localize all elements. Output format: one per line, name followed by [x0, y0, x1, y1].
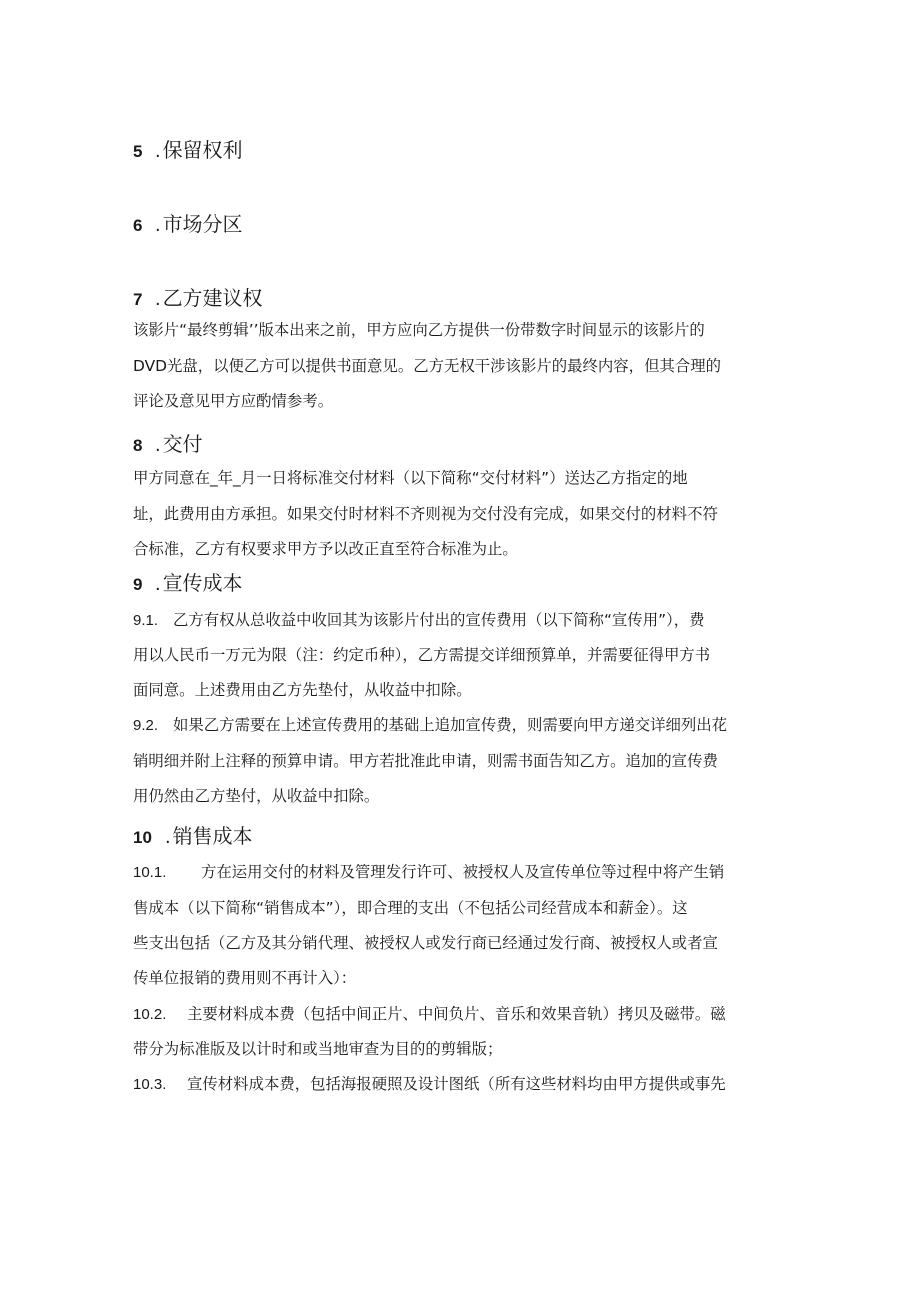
clause-label: 10.1.	[133, 864, 167, 881]
section-title: 乙方建议权	[162, 286, 263, 310]
section-number: 5	[133, 142, 143, 161]
section-number: 8	[133, 436, 143, 455]
section-title: 保留权利	[162, 138, 243, 162]
clause-10-3: 10.3. 宣传材料成本费，包括海报硬照及设计图纸（所有这些材料均由甲方提供或事先	[133, 1075, 726, 1093]
section-10-heading: 10 . 销售成本	[133, 823, 253, 851]
section-title: 交付	[162, 432, 203, 456]
clause-label: 9.2.	[133, 717, 159, 734]
paragraph-line: 址，此费用由方承担。如果交付时材料不齐则视为交付没有完成，如果交付的材料不符	[133, 505, 718, 523]
section-7-heading: 7 . 乙方建议权	[133, 285, 263, 313]
paragraph-line: 带分为标准版及以计时和或当地审查为目的的剪辑版；	[133, 1040, 503, 1058]
paragraph-line: 些支出包括（乙方及其分销代理、被授权人或发行商已经通过发行商、被授权人或者宣	[133, 934, 718, 952]
section-title: 宣传成本	[162, 571, 243, 595]
paragraph-line: 评论及意见甲方应酌情参考。	[133, 392, 334, 410]
paragraph-line: 用仍然由乙方垫付，从收益中扣除。	[133, 787, 380, 805]
paragraph-line: 售成本（以下简称“销售成本”），即合理的支出（不包括公司经营成本和薪金）。这	[133, 899, 688, 917]
section-number: 9	[133, 575, 143, 594]
section-number: 7	[133, 290, 143, 309]
paragraph-line: 面同意。上述费用由乙方先垫付，从收益中扣除。	[133, 681, 472, 699]
paragraph-line: 甲方同意在_年_月一日将标准交付材料（以下简称“交付材料”）送达乙方指定的地	[133, 469, 688, 487]
clause-10-2: 10.2. 主要材料成本费（包括中间正片、中间负片、音乐和效果音轨）拷贝及磁带。磁	[133, 1005, 726, 1023]
clause-label: 9.1.	[133, 612, 159, 629]
section-9-heading: 9 . 宣传成本	[133, 570, 243, 598]
paragraph-line: 该影片“最终剪辑’’版本出来之前，甲方应向乙方提供一份带数字时间显示的该影片的	[133, 321, 705, 339]
section-8-heading: 8 . 交付	[133, 431, 203, 459]
paragraph-line: 用以人民币一万元为限（注：约定币种），乙方需提交详细预算单，并需要征得甲方书	[133, 646, 711, 664]
clause-9-1: 9.1. 乙方有权从总收益中收回其为该影片付出的宣传费用（以下简称“宣传用”），费	[133, 611, 705, 629]
section-6-heading: 6 . 市场分区	[133, 211, 243, 239]
section-title: 销售成本	[172, 824, 253, 848]
paragraph-line: 合标准，乙方有权要求甲方予以改正直至符合标准为止。	[133, 540, 518, 558]
section-number: 10	[133, 828, 152, 847]
clause-label: 10.3.	[133, 1076, 167, 1093]
clause-9-2: 9.2. 如果乙方需要在上述宣传费用的基础上追加宣传费，则需要向甲方递交详细列出花	[133, 716, 728, 734]
section-5-heading: 5 . 保留权利	[133, 137, 243, 165]
paragraph-line: DVD光盘，以便乙方可以提供书面意见。乙方无权干涉该影片的最终内容，但其合理的	[133, 357, 722, 375]
paragraph-line: 销明细并附上注释的预算申请。甲方若批准此申请，则需书面告知乙方。追加的宣传费	[133, 752, 718, 770]
section-title: 市场分区	[162, 212, 243, 236]
clause-label: 10.2.	[133, 1006, 167, 1023]
section-number: 6	[133, 216, 143, 235]
paragraph-line: 传单位报销的费用则不再计入）：	[133, 969, 357, 987]
clause-10-1: 10.1. 方在运用交付的材料及管理发行许可、被授权人及宣传单位等过程中将产生销	[133, 863, 725, 881]
